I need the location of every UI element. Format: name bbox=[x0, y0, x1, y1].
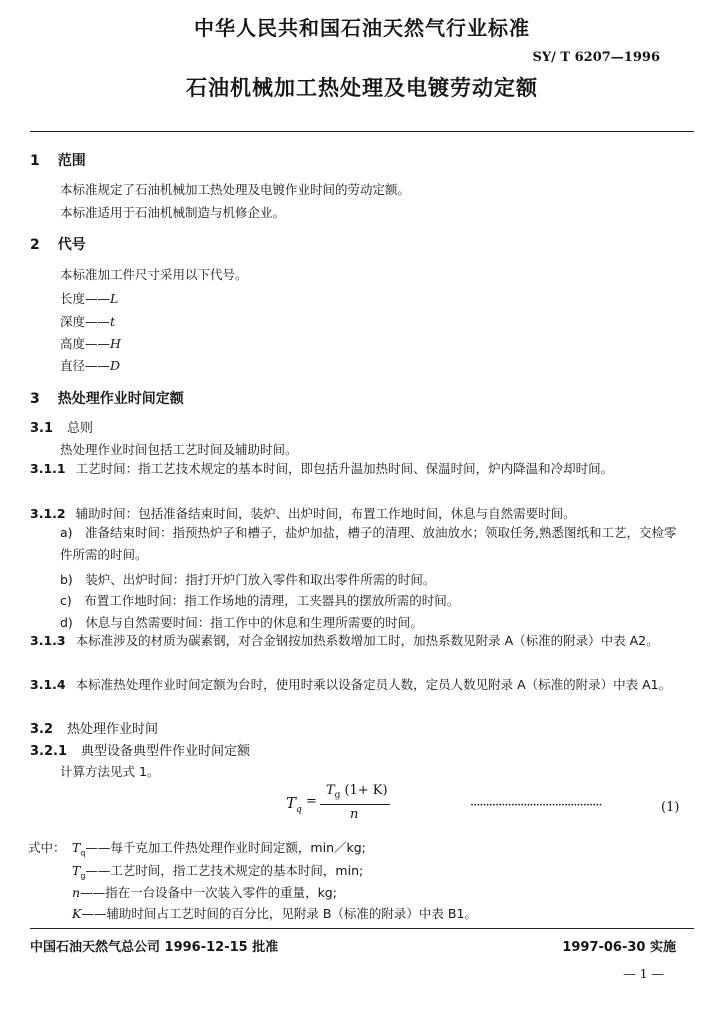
subsection-3-2-1-heading: 3.2.1 典型设备典型件作业时间定额 bbox=[30, 744, 251, 759]
symbol-definition: 高度——H bbox=[60, 336, 121, 351]
subsection-3-2-heading: 3.2 热处理作业时间 bbox=[30, 722, 159, 737]
list-item-c: c) 布置工作地时间：指工作场地的清理，工夹器具的摆放所需的时间。 bbox=[60, 593, 460, 608]
list-item-b: b) 装炉、出炉时间：指打开炉门放入零件和取出零件所需的时间。 bbox=[60, 572, 436, 587]
formula-number: (1) bbox=[661, 800, 680, 815]
symbol-definition: 长度——L bbox=[60, 291, 119, 306]
where-clause: 式中： bbox=[28, 840, 66, 855]
symbol-definition: 深度——t bbox=[60, 314, 116, 329]
symbol-definition: 直径——D bbox=[60, 358, 121, 373]
formula-denominator: n bbox=[350, 807, 359, 822]
paragraph: 本标准规定了石油机械加工热处理及电镀作业时间的劳动定额。 bbox=[60, 182, 411, 197]
paragraph: 本标准适用于石油机械制造与机修企业。 bbox=[60, 205, 286, 220]
clause-3-1-1: 3.1.1 工艺时间：指工艺技术规定的基本时间，即包括升温加热时间、保温时间，炉内降温和冷却时间。 bbox=[30, 461, 614, 476]
paragraph: 本标准加工件尺寸采用以下代号。 bbox=[60, 267, 248, 282]
formula-1 bbox=[0, 780, 724, 830]
clause-3-1-4: 3.1.4 本标准热处理作业时间定额为台时，使用时乘以设备定员人数，定员人数见附录 A（标准的附录）中表 A1。 bbox=[30, 677, 672, 692]
variable-definition: K——辅助时间占工艺时间的百分比，见附录 B（标准的附录）中表 B1。 bbox=[72, 906, 477, 921]
paragraph: 热处理作业时间包括工艺时间及辅助时间。 bbox=[60, 442, 298, 457]
section-title: 代号 bbox=[57, 237, 86, 253]
implementation-date: 1997-06-30 实施 bbox=[562, 940, 676, 955]
formula-lhs: $T_q$ bbox=[286, 794, 302, 815]
standard-category-heading: 中华人民共和国石油天然气行业标准 bbox=[194, 16, 530, 40]
fraction-bar bbox=[320, 804, 390, 805]
formula-leader-dots: ·········································· bbox=[470, 798, 602, 813]
list-item-a: a) 准备结束时间：指预热炉子和槽子，盐炉加盐，槽子的清理、放油放水；领取任务,熟悉图纸和工艺，交检零件所需的时间。 bbox=[60, 525, 677, 562]
clause-3-1-3: 3.1.3 本标准涉及的材质为碳素钢，对合金钢按加热系数增加工时，加热系数见附录 A（标准的附录）中表 A2。 bbox=[30, 633, 659, 648]
formula-numerator: $T_g$ (1+ K) bbox=[326, 783, 388, 801]
paragraph: 计算方法见式 1。 bbox=[60, 764, 160, 779]
subsection-3-1-heading: 3.1 总则 bbox=[30, 421, 94, 436]
section-2-heading bbox=[30, 234, 86, 254]
approval-line: 中国石油天然气总公司 1996-12-15 批准 bbox=[30, 940, 279, 955]
document-title: 石油机械加工热处理及电镀劳动定额 bbox=[186, 76, 538, 100]
section-number: 1 bbox=[30, 153, 40, 169]
standard-code: SY/ T 6207—1996 bbox=[532, 50, 660, 65]
section-1-heading bbox=[30, 150, 86, 170]
clause-3-1-2: 3.1.2 辅助时间：包括准备结束时间，装炉、出炉时间，布置工作地时间，休息与自然需要时间。 bbox=[30, 506, 576, 521]
section-number: 2 bbox=[30, 237, 40, 253]
section-3-heading bbox=[30, 388, 184, 408]
section-title: 热处理作业时间定额 bbox=[57, 391, 184, 407]
variable-definition: n——指在一台设备中一次装入零件的重量，kg; bbox=[72, 885, 337, 900]
page-number: — 1 — bbox=[623, 966, 664, 981]
section-title: 范围 bbox=[57, 153, 86, 169]
section-number: 3 bbox=[30, 391, 40, 407]
formula-equals: = bbox=[306, 794, 317, 809]
footer-divider bbox=[30, 928, 694, 929]
variable-definition: $T_q——$每千克加工件热处理作业时间定额，min／kg; bbox=[72, 840, 366, 858]
header-divider bbox=[30, 131, 694, 132]
list-item-d: d) 休息与自然需要时间：指工作中的休息和生理所需要的时间。 bbox=[60, 615, 423, 630]
variable-definition: $T_g——$工艺时间，指工艺技术规定的基本时间，min; bbox=[72, 863, 364, 881]
